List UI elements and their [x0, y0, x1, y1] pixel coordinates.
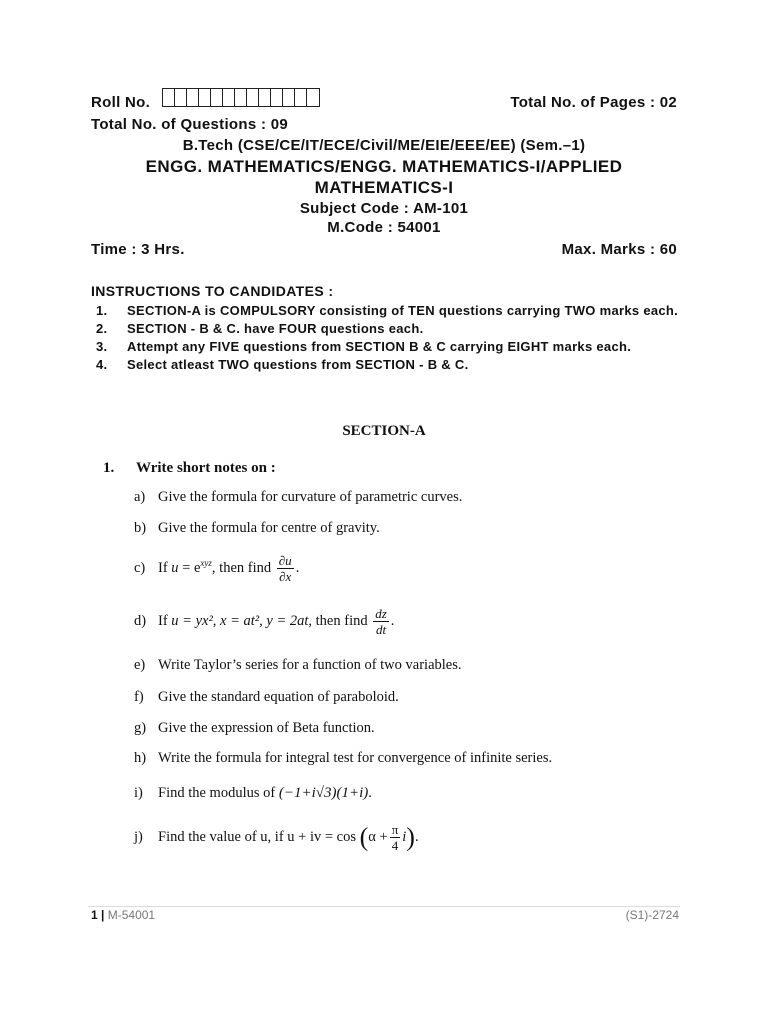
section-a-title: SECTION-A [342, 423, 426, 439]
part-e [134, 657, 461, 674]
part-label: c) [134, 559, 146, 576]
part-g [134, 720, 375, 737]
math-expression: (−1+i√3)(1+i) [278, 785, 369, 801]
total-questions: Total No. of Questions : 09 [91, 116, 288, 133]
footer-code: M-54001 [107, 908, 156, 922]
part-text: . [295, 559, 300, 576]
roll-number-row [91, 92, 677, 112]
part-f [134, 689, 399, 706]
math-text: = e [178, 559, 201, 576]
roll-number-box [223, 89, 235, 106]
instruction-text: Attempt any FIVE questions from SECTION B & C carrying EIGHT marks each. [127, 339, 632, 354]
partial-derivative-fraction [277, 553, 294, 584]
instruction-text: SECTION-A is COMPULSORY consisting of TEN questions carrying TWO marks each. [127, 303, 679, 318]
instruction-text: Select atleast TWO questions from SECTION - B & C. [127, 357, 469, 372]
roll-number-box [211, 89, 223, 106]
part-text: Give the formula for curvature of parametric curves. [158, 489, 463, 505]
footer-right: (S1)-2724 [625, 908, 679, 922]
roll-number-box [283, 89, 295, 106]
part-label: i) [134, 785, 143, 801]
roll-number-box [187, 89, 199, 106]
part-text: . [390, 612, 395, 629]
page-number: 1 [91, 908, 98, 922]
part-text: , then find [211, 559, 275, 576]
roll-number-box [271, 89, 283, 106]
instruction-item [96, 357, 681, 372]
instruction-number: 2. [96, 321, 108, 336]
roll-number-box [235, 89, 247, 106]
roll-number-box [259, 89, 271, 106]
part-text: Find the modulus of [158, 785, 279, 801]
part-i [134, 785, 372, 802]
instruction-item [96, 303, 681, 318]
part-text: Write Taylor’s series for a function of two variables. [158, 657, 462, 673]
math-variable: u [171, 559, 179, 576]
subject-code: Subject Code : AM-101 [299, 200, 469, 217]
roll-number-label: Roll No. [91, 94, 151, 111]
roll-number-box [199, 89, 211, 106]
part-h [134, 750, 552, 767]
paper-title-line1: ENGG. MATHEMATICS/ENGG. MATHEMATICS-I/APPLIED [145, 157, 623, 176]
part-text: Give the expression of Beta function. [158, 720, 375, 736]
max-marks: Max. Marks : 60 [561, 241, 677, 258]
footer-left [91, 908, 155, 922]
part-label: b) [134, 520, 147, 536]
part-label: f) [134, 689, 144, 705]
part-label: h) [134, 750, 147, 766]
total-pages: Total No. of Pages : 02 [510, 94, 677, 111]
question-heading: Write short notes on : [136, 460, 276, 476]
left-paren: ( [359, 822, 369, 852]
paper-title-line2: MATHEMATICS-I [314, 178, 454, 197]
fraction-numerator: ∂u [278, 553, 292, 568]
fraction-numerator: π [391, 822, 399, 837]
right-paren: ) [406, 822, 415, 852]
derivative-fraction [373, 606, 389, 637]
roll-number-box [307, 89, 319, 106]
instruction-number: 4. [96, 357, 108, 372]
part-text: Give the standard equation of paraboloid. [158, 689, 399, 705]
part-b [134, 520, 380, 537]
roll-number-boxes [162, 88, 320, 107]
exam-time: Time : 3 Hrs. [91, 241, 185, 258]
instruction-item [96, 339, 681, 354]
instruction-item [96, 321, 681, 336]
instruction-text: SECTION - B & C. have FOUR questions each. [127, 321, 424, 336]
part-text: If [158, 559, 172, 576]
instruction-number: 3. [96, 339, 108, 354]
footer-divider [88, 906, 680, 907]
part-d [134, 606, 394, 637]
part-text: , then find [308, 612, 372, 629]
instructions-heading: INSTRUCTIONS TO CANDIDATES : [91, 283, 334, 299]
instructions-list [96, 303, 681, 375]
program-line: B.Tech (CSE/CE/IT/ECE/Civil/ME/EIE/EEE/EE) (Sem.–1) [182, 137, 586, 154]
part-label: g) [134, 720, 147, 736]
part-c [134, 553, 299, 584]
part-text: Find the value of u, if u + iv = cos [158, 828, 360, 845]
part-label: e) [134, 657, 146, 673]
part-j [134, 822, 419, 853]
part-text: . [368, 785, 372, 801]
part-text: . [414, 828, 419, 845]
fraction-denominator: ∂x [279, 569, 292, 584]
roll-number-box [295, 89, 307, 106]
roll-number-box [175, 89, 187, 106]
part-text: If [158, 612, 172, 629]
roll-number-box [247, 89, 259, 106]
fraction-denominator: dt [375, 622, 387, 637]
roll-number-box [163, 89, 175, 106]
part-label: d) [134, 612, 147, 629]
math-variable: i [402, 828, 407, 845]
part-label: j) [134, 828, 143, 845]
fraction-denominator: 4 [391, 838, 399, 853]
footer-separator: | [101, 908, 105, 922]
fraction-numerator: dz [375, 606, 387, 621]
instruction-number: 1. [96, 303, 108, 318]
part-label: a) [134, 489, 146, 505]
question-number: 1. [103, 460, 115, 476]
m-code: M.Code : 54001 [327, 219, 441, 236]
math-exponent: xyz [200, 558, 212, 568]
math-text: α + [368, 828, 388, 845]
part-text: Write the formula for integral test for convergence of infinite series. [158, 750, 553, 766]
part-text: Give the formula for centre of gravity. [158, 520, 380, 536]
pi-fraction [390, 822, 401, 853]
part-a [134, 489, 462, 506]
math-expression: u = yx², x = at², y = 2at [171, 612, 309, 629]
